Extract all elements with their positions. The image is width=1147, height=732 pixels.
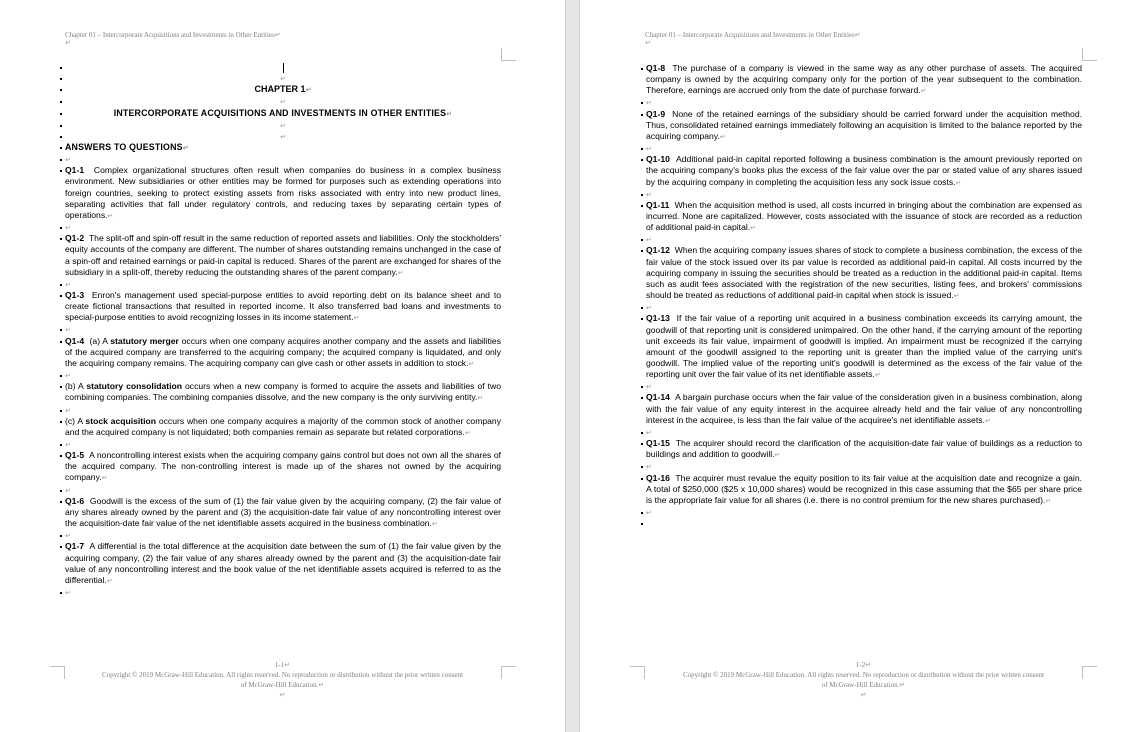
page-number: 1-2↵ — [855, 661, 872, 669]
document-page-2 — [580, 0, 1147, 732]
answer-q1-7: Q1-7 A differential is the total difference at the acquisition date between the sum of (1) the fair value given by the acquiring company, (2) the fair value of any shares already owned by the parent and (3) the acquisition-date fair value of any noncontrolling interest and the book value of the net identifiable assets acquired is referred to as the differential.↵ — [65, 541, 501, 587]
paragraph-mark: ↵ — [65, 40, 71, 47]
section-heading: ANSWERS TO QUESTIONS↵ — [65, 142, 501, 154]
empty-paragraph — [65, 62, 501, 73]
answer-q1-2: Q1-2 The split-off and spin-off result in the same reduction of reported assets and liabilities. Only the stockholders' equity accounts of the company are different. The number of shares outstanding remains unchanged in the case of a spin-off and retained earnings or paid-in capital is reduced. Shares of the parent are exchanged for shares of the subsidiary in a split-off, thereby reducing the outstanding shares of the parent company.↵ — [65, 233, 501, 279]
crop-mark-top-right — [1082, 48, 1097, 61]
answer-q1-8: Q1-8 The purchase of a company is viewed in the same way as any other purchase of assets. The acquired company is owned by the acquiring company only for the portion of the year subsequent to the combination. Therefore, earnings are accrued only from the date of purchase forward.↵ — [646, 63, 1082, 97]
answer-q1-4c: (c) A stock acquisition occurs when one company acquires a majority of the common stock of another company and the acquired company is not liquidated; both companies remain as separate but related corporations.↵ — [65, 416, 501, 439]
answer-q1-10: Q1-10 Additional paid-in capital reported following a business combination is the amount previously reported on the acquiring company's books plus the excess of the fair value over the par or stated value of any shares issued by the acquiring company in completing the acquisition less any sock issue costs.↵ — [646, 154, 1082, 188]
copyright-notice: Copyright © 2019 McGraw-Hill Education. All rights reserved. No reproduction or distribution without the prior written consent — [682, 671, 1045, 679]
copyright-notice: Copyright © 2019 McGraw-Hill Education. All rights reserved. No reproduction or distribution without the prior written consent — [101, 671, 464, 679]
document-page-1 — [0, 0, 565, 732]
answer-q1-12: Q1-12 When the acquiring company issues shares of stock to complete a business combination, the excess of the fair value of the stock issued over its par value is recorded as additional paid-in capital. All costs incurred by the acquiring company in issuing the securities should be treated as a reduction in the additional paid-in capital. Items such as audit fees associated with the registration of the new securities, listing fees, and brokers' commissions should be treated as reductions of additional paid-in capital when stock is issued.↵ — [646, 245, 1082, 302]
document-body[interactable]: ↵ CHAPTER 1↵ ↵ INTERCORPORATE ACQUISITIONS AND INVESTMENTS IN OTHER ENTITIES↵ ↵ ↵ ANSWERS TO QUESTIONS↵ ↵ Q1-1 Complex organizational structures often result when companies do business in a complex business environment. New subsidiaries or other entities may be formed for purposes such as extending operations into foreign countries, seeking to protect existing assets from risks associated with entry into new product lines, separating activities that fall under regulatory controls, and reducing taxes by separating certain types of operations.↵ ↵ Q1-2 The split-off and spin-off result in the same reduction of reported assets and liabilities. Only the stockholders' equity accounts of the company are different. The number of shares outstanding remains unchanged in the case of a spin-off and retained earnings or paid-in capital is reduced. Shares of the parent are exchanged for shares of the subsidiary in a split-off, thereby reducing the outstanding shares of the parent company.↵ ↵ Q1-3 Enron's management used special-purpose entities to avoid reporting debt on its balance sheet and to create fictional transactions that resulted in reported income. It also transferred bad loans and investments to special-purpose entities to avoid recognizing losses in its income statement.↵ ↵ Q1-4 (a) A statutory merger occurs when one company acquires another company and the assets and liabilities of the acquired company are transferred to the acquiring company; the acquired company is liquidated, and only the acquiring company remains. The acquiring company can give cash or other assets in addition to stock.↵ ↵ (b) A statutory consolidation occurs when a new company is formed to acquire the assets and liabilities of two combining companies. The combining companies dissolve, and the new company is the only surviving entity.↵ ↵ (c) A stock acquisition occurs when one company acquires a majority of the common stock of another company and the acquired company is not liquidated; both companies remain as separate but related corporations.↵ ↵ Q1-5 A noncontrolling interest exists when the acquiring company gains control but does not own all the shares of the acquired company. The non-controlling interest is made up of the shares not owned by the acquiring company.↵ ↵ Q1-6 Goodwill is the excess of the sum of (1) the fair value given by the acquiring company, (2) the fair value of any shares already owned by the parent and (3) the acquisition-date fair value of any noncontrolling interest over the acquisition-date fair value of the net identifiable assets acquired in the business combination.↵ ↵ Q1-7 A differential is the total difference at the acquisition date between the sum of (1) the fair value given by the acquiring company, (2) the fair value of any shares already owned by the parent and (3) the acquisition-date fair value of any noncontrolling interest and the book value of the net identifiable assets acquired is referred to as the differential.↵ ↵ — [65, 62, 501, 598]
chapter-title: CHAPTER 1↵ — [65, 84, 501, 96]
paragraph-mark: ↵ — [645, 40, 651, 47]
answer-q1-5: Q1-5 A noncontrolling interest exists when the acquiring company gains control but does not own all the shares of the acquired company. The non-controlling interest is made up of the shares not owned by the acquiring company.↵ — [65, 450, 501, 484]
running-header: Chapter 01 – Intercorporate Acquisitions and Investments in Other Entities↵ — [645, 31, 861, 39]
answer-q1-13: Q1-13 If the fair value of a reporting unit acquired in a business combination exceeds its carrying amount, the goodwill of that reporting unit is considered unimpaired. On the other hand, if the carrying amount of the reporting unit exceeds its fair value, impairment of goodwill is implied. An impairment must be recognized if the carrying amount of the goodwill assigned to the reporting unit is greater than the implied value of the carrying unit's goodwill. The implied value of the reporting unit's goodwill is determined as the excess of the fair value of the reporting unit over the fair value of its net identifiable assets.↵ — [646, 313, 1082, 381]
page-footer: 1-2↵ Copyright © 2019 McGraw-Hill Education. All rights reserved. No reproduction or distribution without the prior written consent of McGraw-Hill Education.↵ ↵ — [580, 660, 1147, 700]
copyright-notice-line2: of McGraw-Hill Education.↵ — [821, 681, 906, 689]
page-gutter — [565, 0, 580, 732]
answer-q1-6: Q1-6 Goodwill is the excess of the sum of (1) the fair value given by the acquiring company, (2) the fair value of any shares already owned by the parent and (3) the acquisition-date fair value of any noncontrolling interest over the acquisition-date fair value of the net identifiable assets acquired in the business combination.↵ — [65, 496, 501, 530]
answer-q1-3: Q1-3 Enron's management used special-purpose entities to avoid reporting debt on its balance sheet and to create fictional transactions that resulted in reported income. It also transferred bad loans and investments to special-purpose entities to avoid recognizing losses in its income statement.↵ — [65, 290, 501, 324]
copyright-notice-line2: of McGraw-Hill Education.↵ — [240, 681, 325, 689]
answer-q1-14: Q1-14 A bargain purchase occurs when the fair value of the consideration given in a business combination, along with the fair value of any equity interest in the acquiree already held and the fair value of any noncontrolling interest in the acquiree, is less than the fair value of the acquiree's net identifiable assets.↵ — [646, 392, 1082, 426]
answer-q1-16: Q1-16 The acquirer must revalue the equity position to its fair value at the acquisition date and recognize a gain. A total of $250,000 ($25 x 10,000 shares) would be recognized in this case assuming that the $65 per share price is the appropriate fair value for all shares (i.e. there is no control premium for the new shares purchased).↵ — [646, 473, 1082, 507]
book-title: INTERCORPORATE ACQUISITIONS AND INVESTMENTS IN OTHER ENTITIES↵ — [65, 108, 501, 120]
answer-q1-1: Q1-1 Complex organizational structures often result when companies do business in a complex business environment. New subsidiaries or other entities may be formed for purposes such as extending operations into foreign countries, seeking to protect existing assets from risks associated with entry into new product lines, separating activities that fall under regulatory controls, and reducing taxes by separating certain types of operations.↵ — [65, 165, 501, 222]
document-body[interactable]: Q1-8 The purchase of a company is viewed in the same way as any other purchase of assets. The acquired company is owned by the acquiring company only for the portion of the year subsequent to the combination. Therefore, earnings are accrued only from the date of purchase forward.↵ ↵ Q1-9 None of the retained earnings of the subsidiary should be carried forward under the acquisition method. Thus, consolidated retained earnings immediately following an acquisition is limited to the balance reported by the acquiring company.↵ ↵ Q1-10 Additional paid-in capital reported following a business combination is the amount previously reported on the acquiring company's books plus the excess of the fair value over the par or stated value of any shares issued by the acquiring company in completing the acquisition less any sock issue costs.↵ ↵ Q1-11 When the acquisition method is used, all costs incurred in bringing about the combination are expensed as incurred. None are capitalized. However, costs associated with the issuance of stock are recorded as a reduction of additional paid-in capital.↵ ↵ Q1-12 When the acquiring company issues shares of stock to complete a business combination, the excess of the fair value of the stock issued over its par value is recorded as additional paid-in capital. All costs incurred by the acquiring company in issuing the securities should be treated as a reduction in the additional paid-in capital. Items such as audit fees associated with the registration of the new securities, listing fees, and brokers' commissions should be treated as reductions of additional paid-in capital when stock is issued.↵ ↵ Q1-13 If the fair value of a reporting unit acquired in a business combination exceeds its carrying amount, the goodwill of that reporting unit is considered unimpaired. On the other hand, if the carrying amount of the reporting unit exceeds its fair value, impairment of goodwill is implied. An impairment must be recognized if the carrying amount of the goodwill assigned to the reporting unit is greater than the implied value of the carrying unit's goodwill. The implied value of the reporting unit's goodwill is determined as the excess of the fair value of the reporting unit over the fair value of its net identifiable assets.↵ ↵ Q1-14 A bargain purchase occurs when the fair value of the consideration given in a business combination, along with the fair value of any equity interest in the acquiree already held and the fair value of any noncontrolling interest in the acquiree, is less than the fair value of the acquiree's net identifiable assets.↵ ↵ Q1-15 The acquirer should record the clarification of the acquisition-date fair value of buildings as a reduction to buildings and addition to goodwill.↵ ↵ Q1-16 The acquirer must revalue the equity position to its fair value at the acquisition date and recognize a gain. A total of $250,000 ($25 x 10,000 shares) would be recognized in this case assuming that the $65 per share price is the appropriate fair value for all shares (i.e. there is no control premium for the new shares purchased).↵ ↵ — [646, 63, 1082, 529]
answer-q1-4a: Q1-4 (a) A statutory merger occurs when one company acquires another company and the assets and liabilities of the acquired company are transferred to the acquiring company; the acquired company is liquidated, and only the acquiring company remains. The acquiring company can give cash or other assets in addition to stock.↵ — [65, 336, 501, 370]
page-footer: 1-1↵ Copyright © 2019 McGraw-Hill Education. All rights reserved. No reproduction or distribution without the prior written consent of McGraw-Hill Education.↵ ↵ — [0, 660, 565, 700]
answer-q1-11: Q1-11 When the acquisition method is used, all costs incurred in bringing about the combination are expensed as incurred. None are capitalized. However, costs associated with the issuance of stock are recorded as a reduction of additional paid-in capital.↵ — [646, 200, 1082, 234]
answer-q1-4b: (b) A statutory consolidation occurs when a new company is formed to acquire the assets and liabilities of two combining companies. The combining companies dissolve, and the new company is the only surviving entity.↵ — [65, 381, 501, 404]
running-header: Chapter 01 – Intercorporate Acquisitions and Investments in Other Entities↵ — [65, 31, 281, 39]
answer-q1-15: Q1-15 The acquirer should record the clarification of the acquisition-date fair value of buildings as a reduction to buildings and addition to goodwill.↵ — [646, 438, 1082, 461]
answer-q1-9: Q1-9 None of the retained earnings of the subsidiary should be carried forward under the acquisition method. Thus, consolidated retained earnings immediately following an acquisition is limited to the balance reported by the acquiring company.↵ — [646, 109, 1082, 143]
crop-mark-top-right — [501, 48, 516, 61]
text-cursor — [283, 63, 284, 73]
page-number: 1-1↵ — [274, 661, 291, 669]
